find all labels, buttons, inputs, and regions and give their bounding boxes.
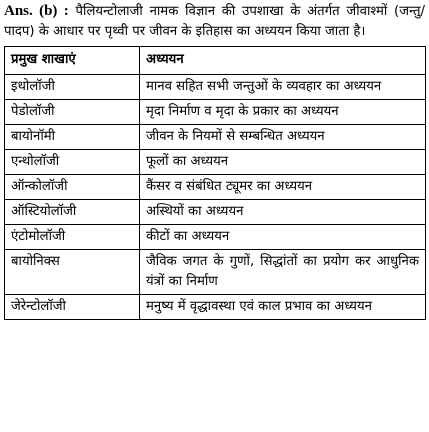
table-row bbox=[5, 250, 426, 295]
study-cell: मनुष्य में वृद्धावस्था एवं काल प्रभाव का अध्ययन bbox=[140, 295, 426, 320]
study-cell: जैविक जगत के गुणों, सिद्धांतों का प्रयोग कर आधुनिक यंत्रों का निर्माण bbox=[140, 250, 426, 295]
branch-cell: एंटोमोलॉजी bbox=[5, 225, 140, 250]
table-row bbox=[5, 200, 426, 225]
study-cell: जीवन के नियमों से सम्बन्धित अध्ययन bbox=[140, 125, 426, 150]
table-row bbox=[5, 295, 426, 320]
table-header-row bbox=[5, 47, 426, 75]
study-cell: फूलों का अध्ययन bbox=[140, 150, 426, 175]
study-cell: अस्थियों का अध्ययन bbox=[140, 200, 426, 225]
header-study: अध्ययन bbox=[140, 47, 426, 75]
branch-cell: बायोनॉमी bbox=[5, 125, 140, 150]
branch-cell: ऑस्टियोलॉजी bbox=[5, 200, 140, 225]
study-cell: मानव सहित सभी जन्तुओं के व्यवहार का अध्ययन bbox=[140, 75, 426, 100]
branch-cell: पेडोलॉजी bbox=[5, 100, 140, 125]
table-row bbox=[5, 75, 426, 100]
answer-text: पैलियन्टोलाजी नामक विज्ञान की उपशाखा के अंतर्गत जीवाश्मों (जन्तु/पादप) के आधार पर पृथ्वी पर जीवन के इतिहास का अध्ययन किया जाता है। bbox=[4, 4, 425, 39]
study-cell: कीटों का अध्ययन bbox=[140, 225, 426, 250]
branch-cell: ऑन्कोलॉजी bbox=[5, 175, 140, 200]
header-branch: प्रमुख शाखाएं bbox=[5, 47, 140, 75]
branch-cell: एन्थोलॉजी bbox=[5, 150, 140, 175]
table-row bbox=[5, 175, 426, 200]
table-row bbox=[5, 125, 426, 150]
table-row bbox=[5, 100, 426, 125]
answer-intro bbox=[4, 1, 425, 42]
table-row bbox=[5, 150, 426, 175]
branches-table bbox=[4, 46, 426, 320]
table-row bbox=[5, 225, 426, 250]
branch-cell: जेरेन्टोलॉजी bbox=[5, 295, 140, 320]
study-cell: मृदा निर्माण व मृदा के प्रकार का अध्ययन bbox=[140, 100, 426, 125]
branch-cell: इथोलॉजी bbox=[5, 75, 140, 100]
branch-cell: बायोनिक्स bbox=[5, 250, 140, 295]
study-cell: कैंसर व संबंधित ट्यूमर का अध्ययन bbox=[140, 175, 426, 200]
answer-label: Ans. (b) : bbox=[4, 3, 69, 19]
